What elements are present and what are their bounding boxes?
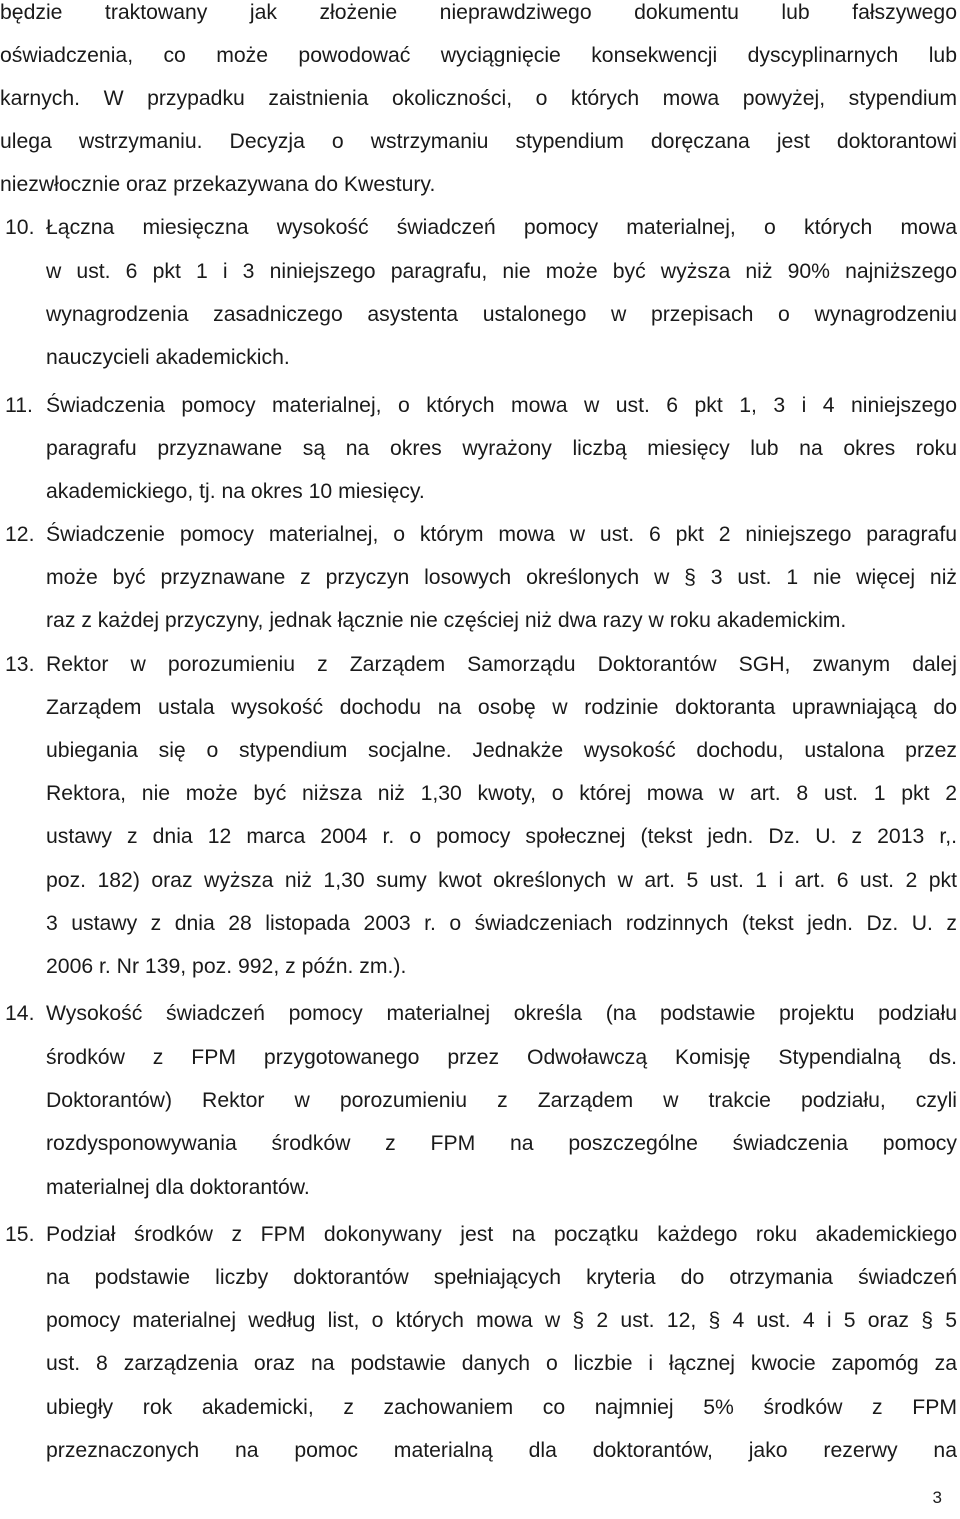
text-line: Wysokość świadczeń pomocy materialnej określa (na podstawie projektu podziału — [46, 1002, 957, 1025]
text-line: akademickiego, tj. na okres 10 miesięcy. — [46, 480, 425, 503]
text-line: raz z każdej przyczyny, jednak łącznie nie częściej niż dwa razy w roku akademickim. — [46, 609, 847, 632]
text-line: ubiegły rok akademicki, z zachowaniem co najmniej 5% środków z FPM — [46, 1396, 957, 1419]
page-number: 3 — [932, 1488, 942, 1507]
text-line: ustawy z dnia 12 marca 2004 r. o pomocy społecznej (tekst jedn. Dz. U. z 2013 r,. — [46, 825, 957, 848]
text-line: ubiegania się o stypendium socjalne. Jednakże wysokość dochodu, ustalona przez — [46, 739, 957, 762]
paragraph-number: 12. — [5, 523, 35, 546]
text-line: nauczycieli akademickich. — [46, 346, 290, 369]
text-line: karnych. W przypadku zaistnienia okoliczności, o których mowa powyżej, stypendium — [0, 87, 957, 110]
text-line: Świadczenia pomocy materialnej, o których mowa w ust. 6 pkt 1, 3 i 4 niniejszego — [46, 394, 957, 417]
paragraph-number: 11. — [5, 394, 33, 417]
paragraph-number: 13. — [5, 653, 35, 676]
text-line: poz. 182) oraz wyższa niż 1,30 sumy kwot określonych w art. 5 ust. 1 i art. 6 ust. 2 pkt — [46, 869, 957, 892]
text-line: Podział środków z FPM dokonywany jest na początku każdego roku akademickiego — [46, 1223, 957, 1246]
text-line: Doktorantów) Rektor w porozumieniu z Zarządem w trakcie podziału, czyli — [46, 1089, 957, 1112]
text-line: niezwłocznie oraz przekazywana do Kwestury. — [0, 173, 436, 196]
paragraph-number: 10. — [5, 216, 35, 239]
paragraph-number: 15. — [5, 1223, 35, 1246]
text-line: Łączna miesięczna wysokość świadczeń pomocy materialnej, o których mowa — [46, 216, 957, 239]
text-line: paragrafu przyznawane są na okres wyrażony liczbą miesięcy lub na okres roku — [46, 437, 957, 460]
text-line: będzie traktowany jak złożenie nieprawdziwego dokumentu lub fałszywego — [0, 1, 957, 24]
text-line: w ust. 6 pkt 1 i 3 niniejszego paragrafu, nie może być wyższa niż 90% najniższego — [46, 260, 957, 283]
text-line: oświadczenia, co może powodować wyciągnięcie konsekwencji dyscyplinarnych lub — [0, 44, 957, 67]
paragraph-number: 14. — [5, 1002, 35, 1025]
text-line: wynagrodzenia zasadniczego asystenta ustalonego w przepisach o wynagrodzeniu — [46, 303, 957, 326]
text-line: ulega wstrzymaniu. Decyzja o wstrzymaniu stypendium doręczana jest doktorantowi — [0, 130, 957, 153]
text-line: materialnej dla doktorantów. — [46, 1176, 310, 1199]
text-line: Rektor w porozumieniu z Zarządem Samorządu Doktorantów SGH, zwanym dalej — [46, 653, 957, 676]
text-line: 2006 r. Nr 139, poz. 992, z późn. zm.). — [46, 955, 407, 978]
text-line: przeznaczonych na pomoc materialną dla doktorantów, jako rezerwy na — [46, 1439, 957, 1462]
text-line: pomocy materialnej według list, o których mowa w § 2 ust. 12, § 4 ust. 4 i 5 oraz § 5 — [46, 1309, 957, 1332]
text-line: Zarządem ustala wysokość dochodu na osobę w rodzinie doktoranta uprawniającą do — [46, 696, 957, 719]
text-line: Rektora, nie może być niższa niż 1,30 kwoty, o której mowa w art. 8 ust. 1 pkt 2 — [46, 782, 957, 805]
text-line: rozdysponowywania środków z FPM na poszczególne świadczenia pomocy — [46, 1132, 957, 1155]
text-line: na podstawie liczby doktorantów spełniających kryteria do otrzymania świadczeń — [46, 1266, 957, 1289]
text-line: 3 ustawy z dnia 28 listopada 2003 r. o świadczeniach rodzinnych (tekst jedn. Dz. U. z — [46, 912, 957, 935]
text-line: środków z FPM przygotowanego przez Odwoławczą Komisję Stypendialną ds. — [46, 1046, 957, 1069]
text-line: ust. 8 zarządzenia oraz na podstawie danych o liczbie i łącznej kwocie zapomóg za — [46, 1352, 957, 1375]
text-line: Świadczenie pomocy materialnej, o którym mowa w ust. 6 pkt 2 niniejszego paragrafu — [46, 523, 957, 546]
text-line: może być przyznawane z przyczyn losowych określonych w § 3 ust. 1 nie więcej niż — [46, 566, 957, 589]
